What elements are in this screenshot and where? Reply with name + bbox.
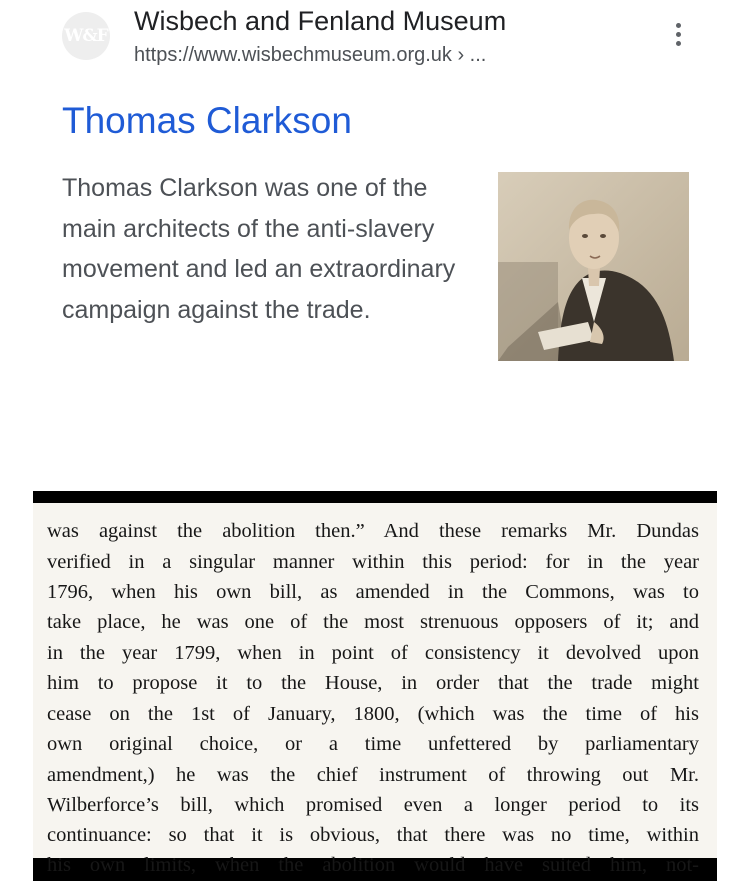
excerpt-line: his own limits, when the abolition would have suited him, not- [47, 854, 699, 876]
portrait-thumbnail[interactable] [498, 172, 689, 361]
menu-dot [676, 23, 681, 28]
site-url[interactable]: https://www.wisbechmuseum.org.uk › ... [134, 44, 487, 66]
site-logo[interactable]: W&F [62, 12, 110, 60]
excerpt-line: take place, he was one of the most strenuous opposers of it; and [47, 611, 699, 633]
excerpt-line: in the year 1799, when in point of consistency it devolved upon [47, 642, 699, 664]
book-page [33, 503, 717, 876]
result-title-link[interactable]: Thomas Clarkson [62, 100, 352, 141]
search-result [0, 0, 750, 440]
excerpt-line: 1796, when his own bill, as amended in the Commons, was to [47, 581, 699, 603]
portrait-image [498, 172, 689, 361]
site-name[interactable]: Wisbech and Fenland Museum [134, 6, 507, 36]
more-vert-icon[interactable] [664, 18, 692, 50]
excerpt-line: him to propose it to the House, in order that the trade might [47, 672, 699, 694]
result-snippet: Thomas Clarkson was one of the main architects of the anti-slavery movement and led an extraordinary campaign against the trade. [62, 174, 456, 324]
excerpt-line: amendment,) he was the chief instrument of throwing out Mr. [47, 764, 699, 786]
excerpt-line: Wilberforce’s bill, which promised even a longer period to its [47, 794, 699, 816]
excerpt-line: verified in a singular manner within this period: for in the year [47, 551, 699, 573]
excerpt-line: continuance: so that it is obvious, that there was no time, within [47, 824, 699, 846]
menu-dot [676, 32, 681, 37]
excerpt-line: own original choice, or a time unfettered by parliamentary [47, 733, 699, 755]
excerpt-line: was against the abolition then.” And these remarks Mr. Dundas [47, 520, 699, 542]
excerpt-line: cease on the 1st of January, 1800, (which was the time of his [47, 703, 699, 725]
book-excerpt-image [33, 491, 717, 881]
menu-dot [676, 41, 681, 46]
